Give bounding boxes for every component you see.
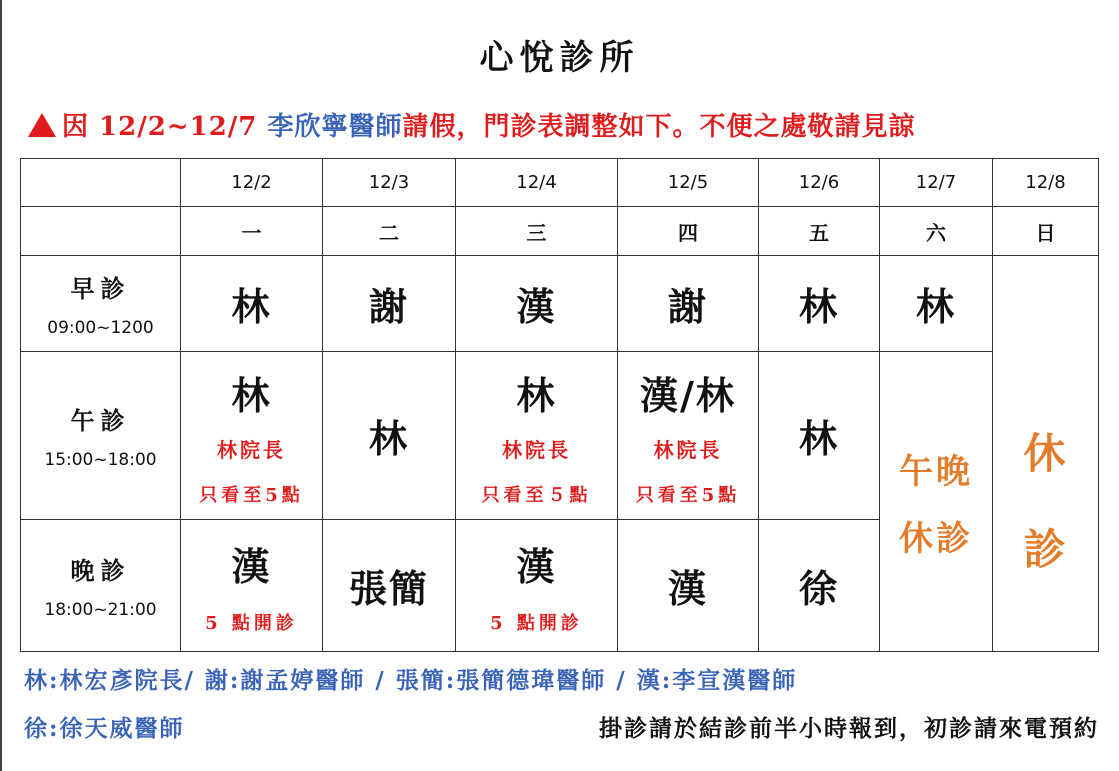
notice-suffix: 請假，門診表調整如下。不便之處敬請見諒 xyxy=(402,112,916,142)
weekday-cell: 四 xyxy=(618,207,759,256)
schedule-cell xyxy=(618,520,759,652)
date-cell: 12/4 xyxy=(456,159,618,207)
schedule-cell xyxy=(456,520,618,652)
doctor-code: 林 xyxy=(231,372,272,418)
schedule-cell xyxy=(880,256,993,352)
corner-cell xyxy=(21,207,181,256)
slot-header-morning xyxy=(21,256,181,352)
sunday-closed-cell xyxy=(993,256,1099,652)
saturday-closed-cell xyxy=(880,352,993,652)
warning-triangle-icon xyxy=(28,113,56,137)
schedule-cell xyxy=(759,256,880,352)
doctor-code: 張簡 xyxy=(348,566,429,611)
date-cell: 12/6 xyxy=(759,159,880,207)
schedule-cell xyxy=(759,520,880,652)
clinic-title: 心悅診所 xyxy=(479,38,640,78)
weekday-cell: 三 xyxy=(456,207,618,256)
schedule-cell xyxy=(323,520,456,652)
leave-notice xyxy=(28,106,915,143)
closed-label: 休診 xyxy=(899,518,973,559)
doctor-code: 徐 xyxy=(798,566,839,611)
weekday-cell: 日 xyxy=(993,207,1099,256)
doctor-legend: 林:林宏彥院長/ 謝:謝孟婷醫師 / 張簡:張簡德瑋醫師 / 漢:李宣漢醫師 xyxy=(24,667,798,694)
date-row xyxy=(21,159,1099,207)
doctor-code: 謝 xyxy=(368,284,409,329)
doctor-code: 林 xyxy=(231,284,272,329)
note-director: 林院長 xyxy=(217,437,286,462)
date-cell: 12/7 xyxy=(880,159,993,207)
doctor-code: 漢 xyxy=(516,544,557,589)
doctor-code: 林 xyxy=(368,416,409,461)
weekday-cell: 六 xyxy=(880,207,993,256)
schedule-cell xyxy=(618,352,759,520)
page-left-border xyxy=(0,0,2,771)
date-cell: 12/5 xyxy=(618,159,759,207)
schedule-cell xyxy=(181,352,323,520)
doctor-code: 林 xyxy=(915,284,956,329)
note-director: 林院長 xyxy=(653,437,723,462)
schedule-cell xyxy=(456,352,618,520)
slot-header-afternoon xyxy=(21,352,181,520)
slot-name: 晚診 xyxy=(70,556,131,585)
doctor-code: 林 xyxy=(516,372,557,418)
corner-cell xyxy=(21,159,181,207)
notice-doctor: 李欣寧醫師 xyxy=(267,112,403,142)
schedule-cell xyxy=(759,352,880,520)
slot-time: 15:00~18:00 xyxy=(44,450,157,470)
doctor-code: 林 xyxy=(798,284,839,329)
slot-header-evening xyxy=(21,520,181,652)
date-cell: 12/2 xyxy=(181,159,323,207)
date-cell: 12/8 xyxy=(993,159,1099,207)
doctor-code: 漢/林 xyxy=(640,372,736,418)
doctor-code: 漢 xyxy=(667,566,708,611)
slot-time: 18:00~21:00 xyxy=(44,600,157,620)
schedule-cell xyxy=(323,352,456,520)
slot-name: 午診 xyxy=(70,406,131,435)
date-cell: 12/3 xyxy=(323,159,456,207)
schedule-cell xyxy=(618,256,759,352)
weekday-row xyxy=(21,207,1099,256)
doctor-legend-2: 徐:徐天威醫師 xyxy=(24,715,185,742)
notice-prefix: 因 12/2~12/7 xyxy=(62,112,268,142)
schedule-table xyxy=(20,158,1099,652)
note-open-at-5: 5 點開診 xyxy=(490,613,583,634)
weekday-cell: 二 xyxy=(323,207,456,256)
note-until-5: 只看至５點 xyxy=(481,484,592,506)
note-director: 林院長 xyxy=(502,437,571,462)
afternoon-row xyxy=(21,352,1099,520)
schedule-cell xyxy=(181,256,323,352)
doctor-code: 漢 xyxy=(231,544,272,589)
closed-label: 午晚 xyxy=(899,451,973,492)
weekday-cell: 五 xyxy=(759,207,880,256)
note-open-at-5: 5 點開診 xyxy=(205,613,298,634)
weekday-cell: 一 xyxy=(181,207,323,256)
doctor-code: 謝 xyxy=(667,284,708,329)
note-until-5: 只看至5點 xyxy=(635,484,741,506)
registration-footer: 掛診請於結診前半小時報到，初診請來電預約 xyxy=(599,715,1099,742)
schedule-cell xyxy=(181,520,323,652)
schedule-cell xyxy=(323,256,456,352)
doctor-code: 漢 xyxy=(516,284,557,329)
schedule-cell xyxy=(456,256,618,352)
closed-label: 診 xyxy=(1023,524,1068,574)
note-until-5: 只看至5點 xyxy=(199,484,304,506)
slot-time: 09:00~1200 xyxy=(47,318,154,338)
slot-name: 早診 xyxy=(70,274,131,303)
closed-label: 休 xyxy=(1023,428,1068,478)
morning-row xyxy=(21,256,1099,352)
doctor-code: 林 xyxy=(798,416,839,461)
